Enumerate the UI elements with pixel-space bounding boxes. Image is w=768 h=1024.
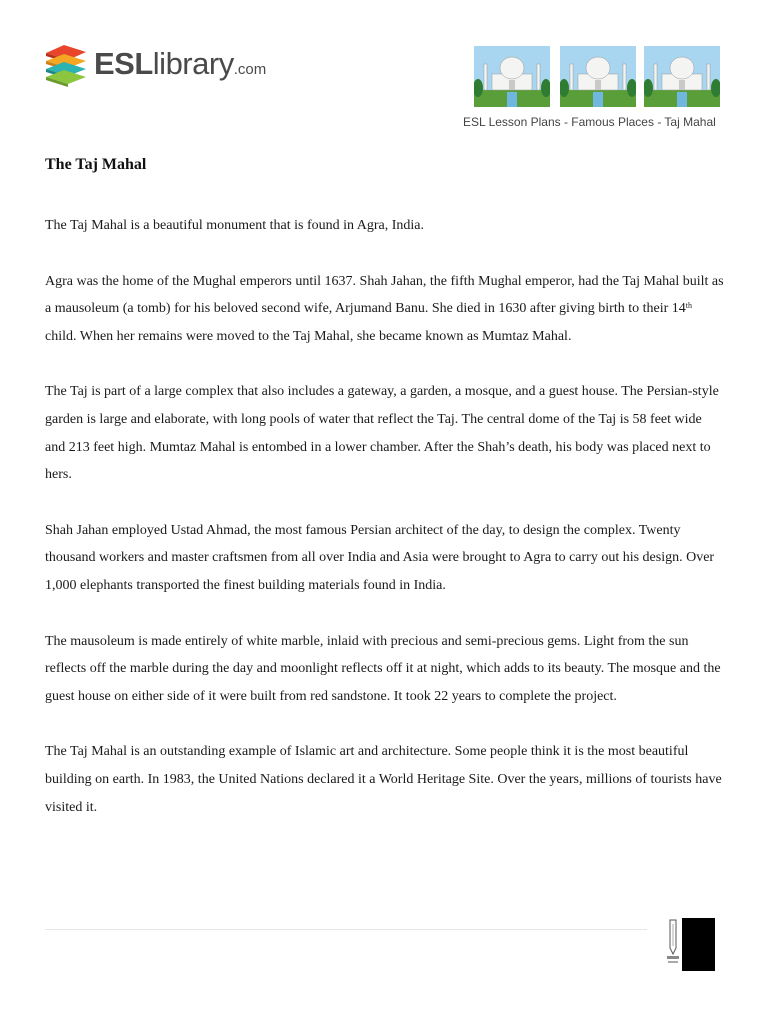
article-body xyxy=(45,212,725,849)
taj-mahal-thumbnail xyxy=(560,46,636,107)
logo-com-text: .com xyxy=(233,61,267,78)
logo-wordmark xyxy=(94,46,266,82)
book-stack-icon xyxy=(44,44,88,88)
paragraph-history xyxy=(45,268,725,351)
footer-divider xyxy=(45,929,647,930)
paragraph-architect: Shah Jahan employed Ustad Ahmad, the most famous Persian architect of the day, to design the complex. Twenty thousand workers and master craftsmen from all over India and Asia were brought to Agra to carry out his design. Over 1,000 elephants transported the finest building materials found in India. xyxy=(45,522,715,593)
paragraph-intro: The Taj Mahal is a beautiful monument that is found in Agra, India. xyxy=(45,218,425,233)
footer-block xyxy=(682,918,715,971)
paragraph-heritage: The Taj Mahal is an outstanding example of Islamic art and architecture. Some people think it is the most beautiful building on earth. In 1983, the United Nations declared it a World Heritage Site. Over the years, millions of tourists have visited it. xyxy=(45,744,722,815)
paragraph-history-text-cont: child. When her remains were moved to the Taj Mahal, she became known as Mumtaz Mahal. xyxy=(45,328,572,344)
thumbnail-strip xyxy=(474,46,722,108)
paragraph-materials: The mausoleum is made entirely of white marble, inlaid with precious and semi-precious gems. Light from the sun reflects off the marble during the day and moonlight reflects off it at night, which adds to its beauty. The mosque and the guest house on either side of it were built from red sandstone. It took 22 years to complete the project. xyxy=(45,633,721,704)
taj-mahal-thumbnail xyxy=(644,46,720,107)
logo-esl-text: ESL xyxy=(94,46,153,81)
page-title: The Taj Mahal xyxy=(45,156,147,173)
paragraph-history-text: Agra was the home of the Mughal emperors until 1637. Shah Jahan, the fifth Mughal emperor, had the Taj Mahal built as a mausoleum (a tomb) for his beloved second wife, Arjumand Banu. She died in 1630 after giving birth to their 14 xyxy=(45,273,724,317)
taj-mahal-thumbnail xyxy=(474,46,550,107)
esl-library-logo[interactable] xyxy=(44,44,284,92)
paragraph-complex: The Taj is part of a large complex that also includes a gateway, a garden, a mosque, and a guest house. The Persian-style garden is large and elaborate, with long pools of water that reflect the Taj. The central dome of the Taj is 58 feet wide and 213 feet high. Mumtaz Mahal is entombed in a lower chamber. After the Shah’s death, his body was placed next to hers. xyxy=(45,384,719,483)
lesson-breadcrumb: ESL Lesson Plans - Famous Places - Taj Mahal xyxy=(463,115,716,129)
logo-library-text: library xyxy=(152,46,234,81)
pen-nib-icon xyxy=(664,918,682,968)
ordinal-suffix: th xyxy=(685,301,692,311)
